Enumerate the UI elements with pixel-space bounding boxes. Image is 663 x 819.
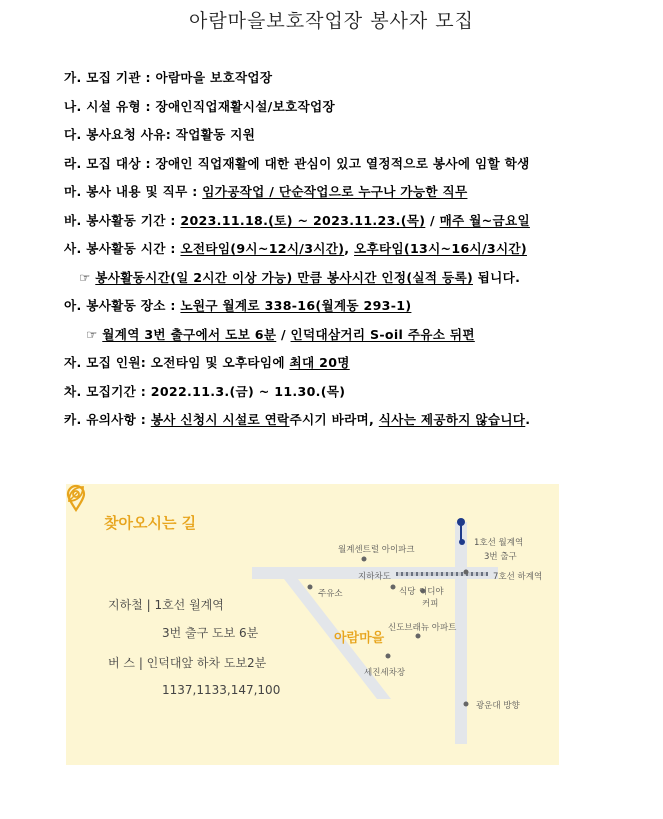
note-hours-suffix: 됩니다.: [473, 269, 521, 285]
map-title: 찾아오시는 길: [104, 514, 197, 532]
label-restaurant: 식당: [399, 587, 416, 597]
underpass-road: [396, 572, 488, 576]
pointing-hand-icon: ☞: [86, 326, 103, 342]
item-location: [64, 292, 654, 321]
label-exit3: 3번 출구: [484, 552, 517, 562]
label-underpass: 지하차도: [358, 572, 391, 582]
hours-label: 사. 봉사활동 시간 :: [64, 241, 181, 256]
headcount-value: 최대 20명: [289, 355, 350, 370]
item-hours: [64, 235, 654, 264]
period-sep: /: [425, 212, 440, 228]
label-gas-station: 주유소: [318, 589, 343, 599]
duties-value: 임가공작업 / 단순작업으로 누구나 가능한 직무: [202, 184, 468, 199]
item-duties: [64, 178, 654, 207]
page-title: 아람마을보호작업장 봉사자 모집: [188, 10, 475, 32]
period-days: 매주 월~금요일: [439, 212, 530, 228]
item-organization: 가. 모집 기관 : 아람마을 보호작업장: [64, 70, 273, 85]
bus-info: 버 스 | 인덕대앞 하차 도보2분: [108, 656, 267, 670]
label-worldcenter: 월계센트럴 아이파크: [338, 545, 415, 555]
hours-sep: ,: [344, 241, 355, 256]
period-label: 바. 봉사활동 기간 :: [64, 212, 181, 228]
label-line7: 7호선 하계역: [493, 572, 543, 582]
kwangwoon-dot: [464, 702, 469, 707]
location-label: 아. 봉사활동 장소 :: [64, 298, 181, 313]
station-dot: [459, 539, 465, 545]
label-ediya: 이디야: [419, 587, 444, 597]
label-station1: 1호선 월계역: [474, 538, 524, 548]
location-value: 노원구 월계로 338-16(월계동 293-1): [180, 298, 412, 313]
notes-contact: 봉사 신청시 시설로 연락: [150, 412, 290, 427]
item-recruit-period: 차. 모집기간 : 2022.11.3.(금) ~ 11.30.(목): [64, 383, 346, 399]
label-aram-village: 아람마을: [334, 631, 385, 646]
item-period: [64, 207, 654, 236]
item-target: 라. 모집 대상 : 장애인 직업재활에 대한 관심이 있고 열정적으로 봉사에 임할 학생: [64, 155, 530, 171]
carwash-dot: [386, 654, 391, 659]
hours-morning: 오전타임(9시~12시/3시간): [180, 241, 345, 256]
directions-sep: /: [276, 326, 291, 342]
subway-exit-info: 3번 출구 도보 6분: [162, 626, 259, 640]
item-facility-type: 나. 시설 유형 : 장애인직업재활시설/보호작업장: [64, 98, 335, 114]
park-dot: [362, 557, 367, 562]
label-kwangwoon: 광운대 방향: [476, 701, 520, 711]
pointing-hand-icon: ☞: [79, 269, 96, 285]
period-dates: 2023.11.18.(토) ~ 2023.11.23.(목): [180, 212, 426, 228]
directions-landmark: 인덕대삼거리 S-oil 주유소 뒤편: [290, 326, 475, 342]
gas-station-dot: [308, 585, 313, 590]
label-apartment: 신도브래뉴 아파트: [388, 623, 457, 633]
station-marker: [457, 518, 465, 526]
notes-end: .: [525, 412, 531, 427]
note-hours-value: 봉사활동시간(일 2시간 이상 가능) 만큼 봉사시간 인정(실적 등록): [95, 269, 473, 285]
label-carwash: 세진세차장: [364, 668, 406, 678]
directions-map: [66, 484, 559, 765]
duties-label: 마. 봉사 내용 및 직무 :: [64, 184, 203, 199]
line7-dot: [464, 570, 469, 575]
notes-mid: 주시기 바라며,: [289, 412, 379, 427]
apartment-dot: [416, 634, 421, 639]
directions-subway: 월계역 3번 출구에서 도보 6분: [102, 326, 277, 342]
note-directions: [64, 321, 654, 350]
hours-afternoon: 오후타임(13시~16시/3시간): [354, 241, 527, 256]
road-right: [455, 522, 467, 744]
note-hours: [64, 264, 654, 293]
label-coffee: 커피: [422, 599, 439, 609]
restaurant-dot: [391, 585, 396, 590]
item-headcount: [64, 349, 654, 378]
headcount-label: 자. 모집 인원: 오전타임 및 오후타임에: [64, 355, 290, 370]
notes-label: 카. 유의사항 :: [64, 412, 151, 427]
item-request-reason: 다. 봉사요청 사유: 작업활동 지원: [64, 127, 256, 142]
bus-numbers: 1137,1133,147,100: [162, 683, 281, 697]
info-list: [64, 64, 654, 435]
item-notes: [64, 406, 654, 435]
notes-meal: 식사는 제공하지 않습니다: [378, 412, 526, 427]
subway-info: 지하철 | 1호선 월계역: [108, 598, 224, 612]
location-pin-icon: [66, 484, 86, 512]
